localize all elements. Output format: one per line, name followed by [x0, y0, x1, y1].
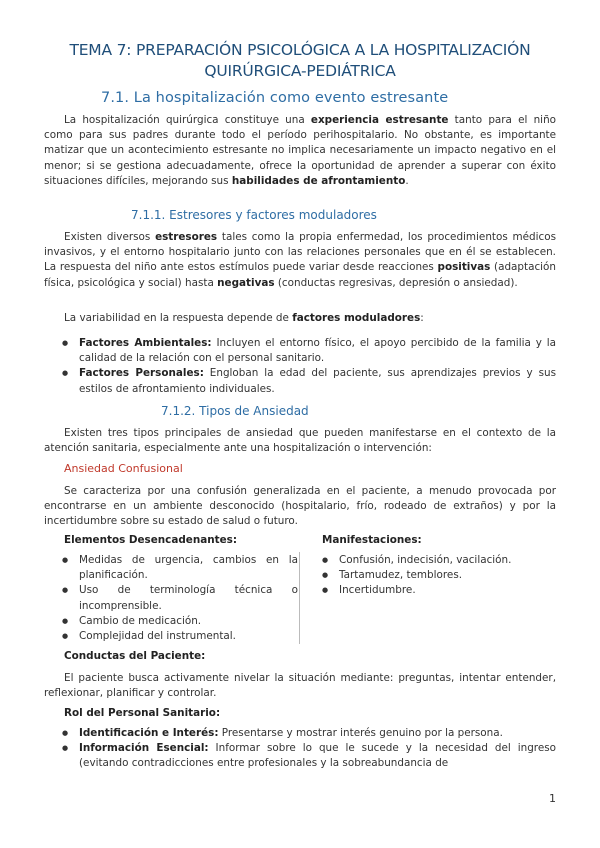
paragraph-hospitalizacion: La hospitalización quirúrgica constituye una experiencia estresante tanto para el niño como para sus padres durante todo el período perihospitalario. No obstante, es importante matizar que un acontecimiento estresante no implica necesariamente un impacto negativo en el menor; si se gestiona adecuadamente, ofrece la oportunidad de aprender a superar con éxito situaciones difíciles, mejorando sus habilidades de afrontamiento.: [44, 114, 557, 187]
desencadenantes-title: Elementos Desencadenantes:: [64, 534, 238, 546]
list-item: ● Uso de terminología técnica o incomprensible.: [62, 583, 298, 613]
title-line-2: QUIRÚRGICA-PEDIÁTRICA: [204, 62, 396, 80]
manifestaciones-list: [322, 553, 556, 599]
rol-list: [62, 726, 556, 772]
list-item: ● Factores Ambientales: Incluyen el entorno físico, el apoyo percibido de la familia y la calidad de la relación con el personal sanitario.: [62, 336, 556, 366]
subheading-ansiedad-confusional: Ansiedad Confusional: [64, 462, 183, 475]
paragraph-estresores: Existen diversos estresores tales como la propia enfermedad, los procedimientos médicos invasivos, y el entorno hospitalario junto con las relaciones personales que en él se establecen. La respuesta del niño ante estos estímulos puede variar desde reacciones positivas (adaptación física, psicológica y social) hasta negativas (conductas regresivas, depresión o ansiedad).: [44, 231, 556, 289]
list-item: ● Identificación e Interés: Presentarse y mostrar interés genuino por la persona.: [62, 726, 556, 741]
list-item: ● Incertidumbre.: [322, 583, 556, 598]
column-divider: [299, 552, 300, 644]
conductas-title: Conductas del Paciente:: [64, 650, 206, 662]
page-number: 1: [549, 792, 556, 805]
section-heading-7-1-2: 7.1.2. Tipos de Ansiedad: [161, 404, 309, 418]
list-item: ● Complejidad del instrumental.: [62, 629, 298, 644]
page-title: [40, 40, 560, 82]
paragraph-tipos-ansiedad: Existen tres tipos principales de ansiedad que pueden manifestarse en el contexto de la atención sanitaria, especialmente ante una hospitalización o intervención:: [44, 427, 556, 455]
desencadenantes-list: [62, 553, 298, 644]
paragraph-confusional: Se caracteriza por una confusión generalizada en el paciente, a menudo provocada por encontrarse en un ambiente desconocido (hospitalario, frío, rodeado de extraños) y por la incertidumbre sobre su estado de salud o futuro.: [44, 485, 556, 528]
list-item: ● Tartamudez, temblores.: [322, 568, 556, 583]
manifestaciones-title: Manifestaciones:: [322, 534, 422, 546]
paragraph-conductas: El paciente busca activamente nivelar la situación mediante: preguntas, intentar entender, reflexionar, planificar y controlar.: [44, 672, 556, 700]
list-item: ● Cambio de medicación.: [62, 614, 298, 629]
list-item: ● Medidas de urgencia, cambios en la planificación.: [62, 553, 298, 583]
factores-list: [62, 336, 556, 397]
list-item: ● Confusión, indecisión, vacilación.: [322, 553, 556, 568]
title-line-1: TEMA 7: PREPARACIÓN PSICOLÓGICA A LA HOSPITALIZACIÓN: [69, 41, 531, 59]
section-heading-7-1: 7.1. La hospitalización como evento estresante: [101, 90, 449, 106]
section-heading-7-1-1: 7.1.1. Estresores y factores moduladores: [131, 208, 377, 222]
paragraph-variabilidad: La variabilidad en la respuesta depende de factores moduladores:: [64, 312, 424, 324]
list-item: ● Información Esencial: Informar sobre lo que le sucede y la necesidad del ingreso (evitando contradicciones entre profesionales y la sobreabundancia de: [62, 741, 556, 771]
rol-title: Rol del Personal Sanitario:: [64, 707, 221, 719]
list-item: ● Factores Personales: Engloban la edad del paciente, sus aprendizajes previos y sus estilos de afrontamiento individuales.: [62, 366, 556, 396]
